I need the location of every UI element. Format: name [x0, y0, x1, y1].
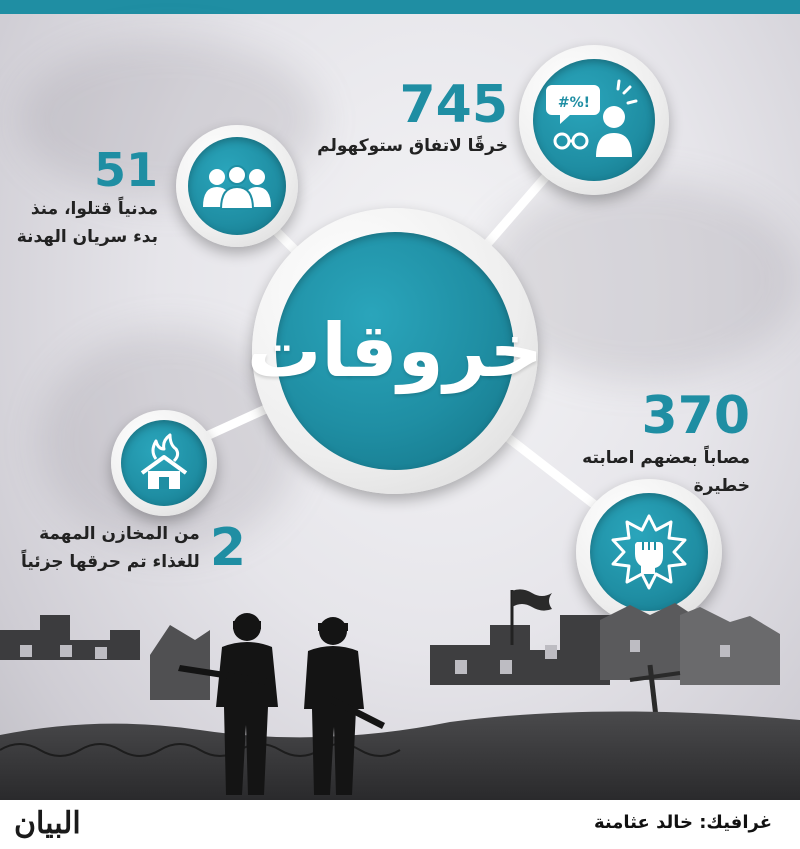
stat-number: 51 [93, 143, 158, 197]
ruin-building [150, 625, 210, 700]
stat-label: مصاباً بعضهم اصابته [582, 448, 750, 468]
stat-label: بدء سريان الهدنة [16, 227, 158, 247]
footer [0, 800, 800, 849]
graphic-credit: غرافيك: خالد عثامنة [594, 812, 772, 833]
main-title: خروقات [247, 308, 543, 394]
stat-label: من المخازن المهمة [39, 524, 200, 544]
stat-label: مدنياً قتلوا، منذ [30, 199, 158, 219]
ruin-building [430, 615, 610, 685]
civilians-circle [176, 125, 298, 247]
stat-warehouses [21, 520, 246, 576]
stat-number: 745 [399, 75, 508, 135]
ruins-soldiers-scene [0, 585, 800, 800]
protest-arrest-icon [544, 75, 644, 165]
violations-circle [519, 45, 669, 195]
svg-text:#%!: #%! [557, 95, 591, 111]
stat-injured [582, 388, 750, 500]
stat-violations [317, 75, 508, 160]
flag [512, 589, 552, 610]
stat-civilians [17, 145, 158, 251]
stat-label: للغذاء تم حرقها جزئياً [20, 552, 200, 572]
stat-label: خرقًا لاتفاق ستوكهولم [317, 136, 508, 156]
ground [0, 711, 800, 800]
people-group-icon [201, 161, 273, 211]
raised-fist-icon [609, 512, 689, 592]
stat-number: 2 [209, 518, 246, 578]
stat-label: خطيرة [693, 476, 750, 496]
warehouses-circle [111, 410, 217, 516]
central-circle [247, 208, 543, 494]
stat-number: 370 [641, 386, 750, 446]
brand-logo: البيان [14, 806, 81, 841]
burning-house-icon [134, 433, 194, 493]
